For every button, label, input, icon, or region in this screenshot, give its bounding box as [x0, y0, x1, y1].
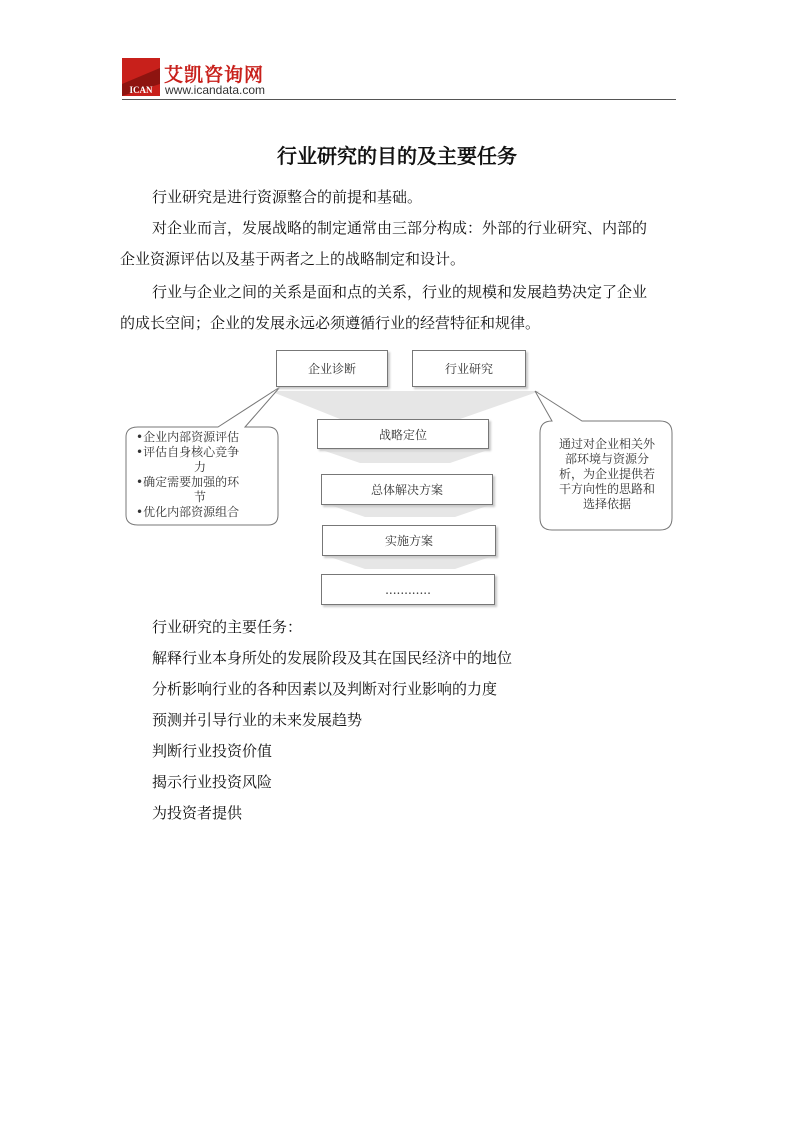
brand-name: 艾凯咨询网 [164, 64, 265, 86]
chevron-3 [330, 557, 490, 569]
paragraph-2-line-2: 企业资源评估以及基于两者之上的战略制定和设计。 [120, 250, 466, 268]
left-callout-text [136, 430, 264, 520]
task-item: 预测并引导行业的未来发展趋势 [152, 711, 363, 729]
task-item: 为投资者提供 [152, 804, 243, 822]
header-divider [122, 99, 676, 100]
logo-text: ICAN [129, 85, 153, 95]
paragraph-3-line-2: 的成长空间；企业的发展永远必须遵循行业的经营特征和规律。 [120, 314, 541, 332]
left-callout-line: 节 [193, 490, 206, 504]
task-item: 分析影响行业的各种因素以及判断对行业影响的力度 [152, 680, 498, 698]
chevron-1 [325, 451, 485, 463]
left-callout-line: •评估自身核心竞争 [136, 445, 240, 459]
right-callout-line: 选择依据 [582, 497, 631, 511]
paragraph-3-line-1: 行业与企业之间的关系是面和点的关系，行业的规模和发展趋势决定了企业 [152, 283, 648, 301]
right-callout-line: 通过对企业相关外 [558, 437, 655, 451]
box-strategic-positioning: 战略定位 [317, 419, 489, 449]
page-title: 行业研究的目的及主要任务 [277, 144, 517, 168]
ican-logo-icon [122, 58, 160, 96]
box-ellipsis: ............ [321, 574, 495, 605]
task-item: 解释行业本身所处的发展阶段及其在国民经济中的地位 [152, 649, 513, 667]
paragraph-1: 行业研究是进行资源整合的前提和基础。 [152, 188, 423, 206]
right-callout-text [548, 437, 666, 512]
box-enterprise-diagnosis: 企业诊断 [276, 350, 388, 387]
paragraph-2-line-1: 对企业而言，发展战略的制定通常由三部分构成：外部的行业研究、内部的 [152, 219, 648, 237]
right-callout-line: 部环境与资源分 [564, 452, 649, 466]
box-implementation-plan: 实施方案 [322, 525, 496, 556]
box-industry-research: 行业研究 [412, 350, 526, 387]
right-callout-line: 干方向性的思路和 [558, 482, 655, 496]
task-item: 揭示行业投资风险 [152, 773, 273, 791]
brand-url: www.icandata.com [165, 83, 266, 97]
left-callout-line: 力 [193, 460, 206, 474]
right-callout-line: 析，为企业提供若 [558, 467, 655, 481]
left-callout-line: •企业内部资源评估 [136, 430, 240, 444]
chevron-top [270, 391, 540, 419]
task-item: 判断行业投资价值 [152, 742, 273, 760]
left-callout-line: •优化内部资源组合 [136, 505, 240, 519]
tasks-heading: 行业研究的主要任务： [152, 618, 303, 636]
left-callout-line: •确定需要加强的环 [136, 475, 240, 489]
chevron-2 [330, 505, 490, 517]
box-overall-solution: 总体解决方案 [321, 474, 493, 505]
